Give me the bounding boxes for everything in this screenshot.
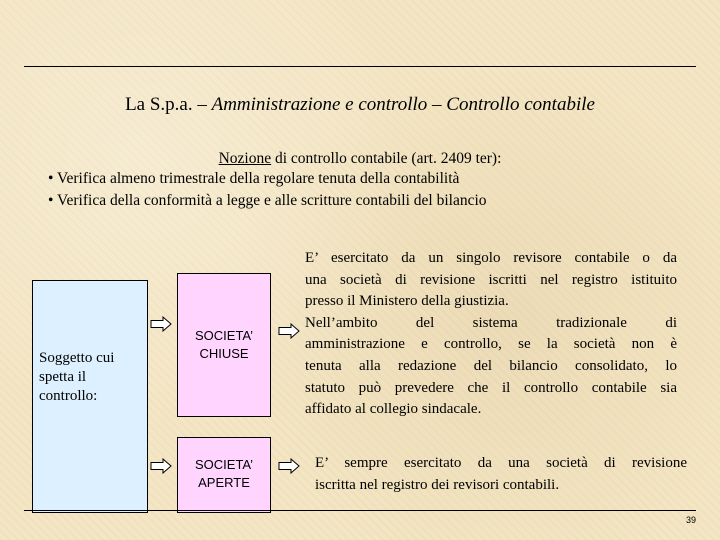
arrow-right-icon	[150, 458, 172, 474]
paragraph-line: iscritta nel registro dei revisori contabili.	[315, 476, 560, 493]
page-number: 39	[685, 515, 696, 525]
box-societa-chiuse	[177, 273, 271, 417]
box-aperte-line2: APERTE	[198, 475, 250, 490]
paragraph-line: tenuta alla redazione del bilancio consolidato, lo	[305, 357, 677, 374]
arrow-right-icon	[278, 458, 300, 474]
paragraph-line: amministrazione e controllo, se la società non è	[305, 336, 677, 353]
title-prefix: La S.p.a. –	[125, 94, 212, 115]
arrow-right-icon	[278, 323, 300, 339]
subject-line: controllo:	[39, 388, 98, 404]
subject-line: Soggetto cui	[39, 350, 115, 366]
subject-box	[32, 280, 148, 513]
box-chiuse-line1: SOCIETA’	[194, 328, 254, 343]
slide-title	[0, 94, 720, 116]
paragraph-line: una società di revisione iscritti nel registro istituito	[305, 271, 677, 288]
title-italic: Amministrazione e controllo – Controllo contabile	[211, 94, 595, 115]
subtitle	[0, 150, 720, 168]
box-aperte-line1: SOCIETA’	[194, 457, 254, 472]
paragraph-line: E’ esercitato da un singolo revisore contabile o da	[305, 250, 677, 266]
subtitle-rest: di controllo contabile (art. 2409 ter):	[271, 150, 502, 167]
paragraph-societa-chiuse	[305, 248, 677, 421]
top-rule	[24, 66, 696, 67]
paragraph-societa-aperte	[315, 453, 687, 496]
box-chiuse-line2: CHIUSE	[199, 346, 249, 361]
subtitle-keyword: Nozione	[218, 150, 272, 167]
bullet-item: • Verifica della conformità a legge e alle scritture contabili del bilancio	[48, 192, 487, 209]
paragraph-line: presso il Ministero della giustizia.	[305, 293, 509, 310]
paragraph-line: E’ sempre esercitato da una società di revisione	[315, 455, 687, 471]
bullet-item: • Verifica almeno trimestrale della regolare tenuta della contabilità	[48, 170, 460, 187]
bottom-rule	[24, 510, 696, 511]
subject-line: spetta il	[39, 369, 87, 385]
arrow-right-icon	[150, 316, 172, 332]
paragraph-line: Nell’ambito del sistema tradizionale di	[305, 314, 677, 331]
box-societa-aperte	[177, 437, 271, 513]
subject-label	[39, 349, 143, 406]
paragraph-line: statuto può prevedere che il controllo contabile sia	[305, 379, 677, 396]
paragraph-line: affidato al collegio sindacale.	[305, 401, 482, 418]
